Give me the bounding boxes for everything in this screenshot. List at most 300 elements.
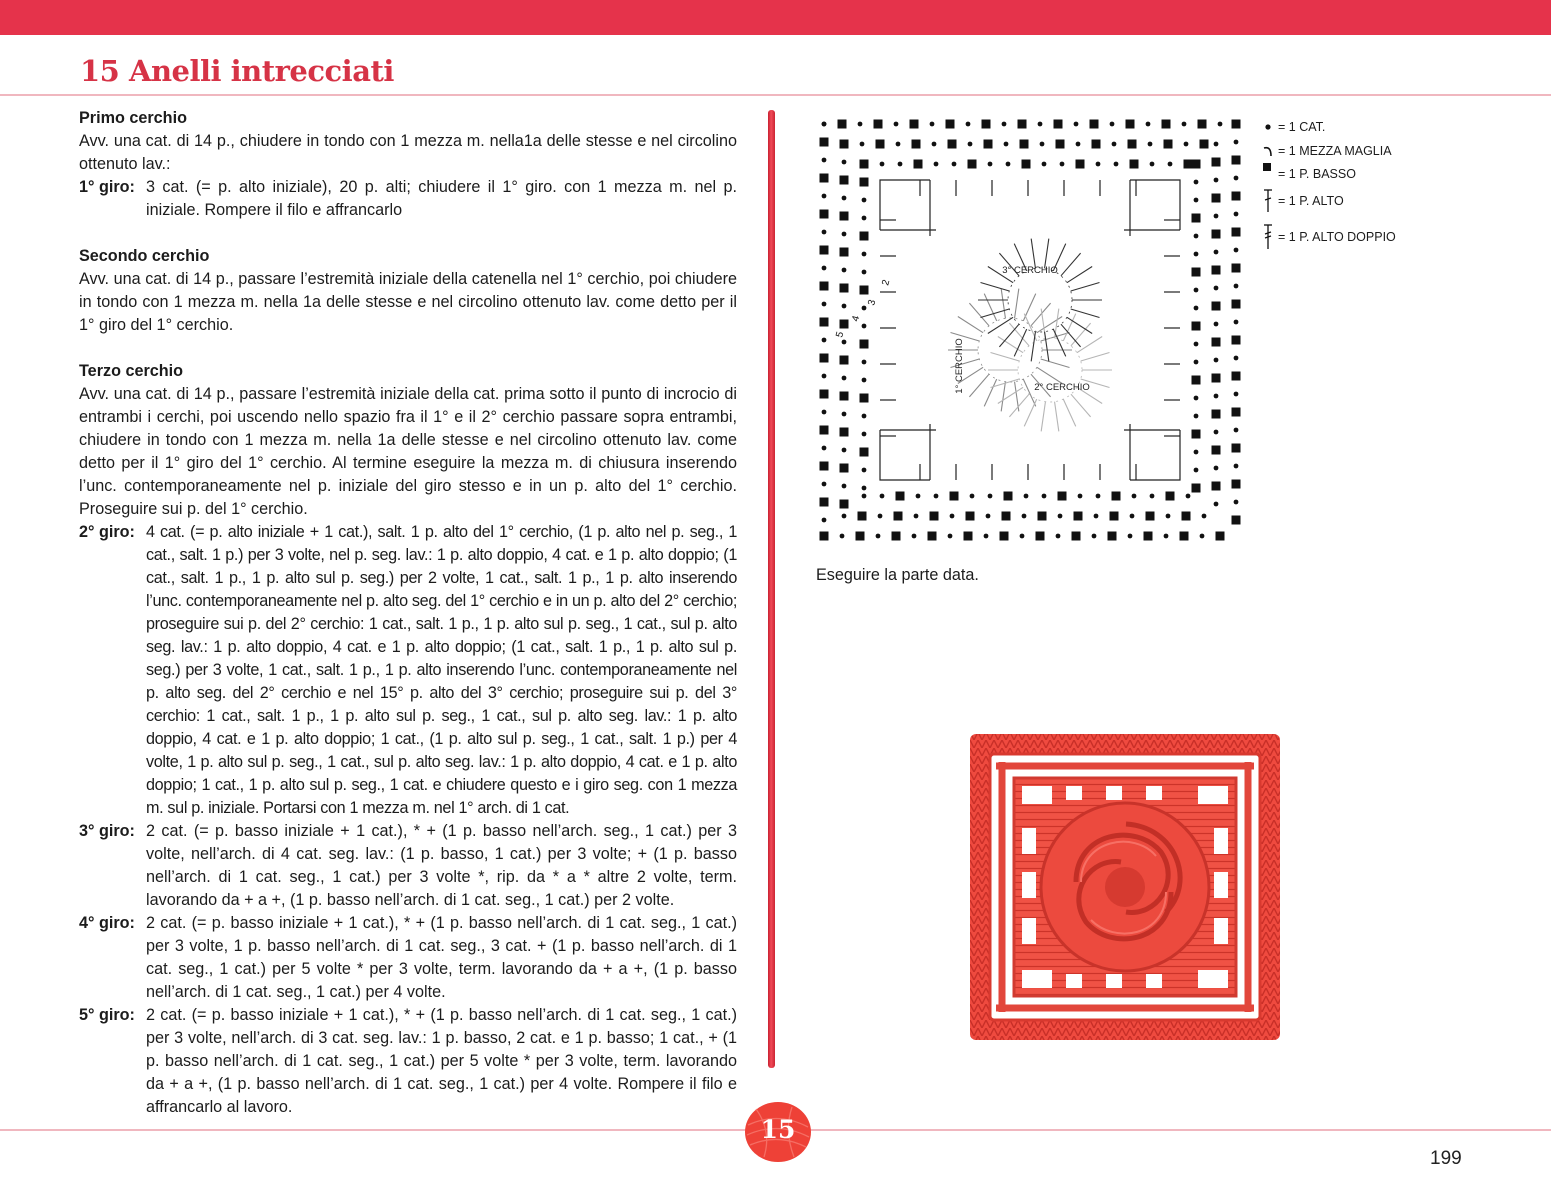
single-crochet-stitch: [1038, 512, 1047, 521]
single-crochet-stitch: [1232, 156, 1241, 165]
chain-stitch: [986, 514, 991, 519]
chain-stitch: [822, 194, 827, 199]
instruction-section: [79, 245, 737, 337]
chain-stitch: [862, 494, 867, 499]
page-title: 15 Anelli intrecciati: [80, 54, 394, 88]
chain-stitch: [1058, 514, 1063, 519]
round-number: 4: [850, 314, 863, 323]
legend-label: = 1 P. BASSO: [1278, 167, 1356, 181]
chain-stitch: [1200, 534, 1205, 539]
treble-crochet-icon: [1258, 226, 1278, 248]
single-crochet-stitch: [914, 160, 923, 169]
chain-stitch: [862, 252, 867, 257]
ring-first: [969, 303, 989, 326]
single-crochet-stitch: [840, 500, 849, 509]
chain-stitch: [1194, 414, 1199, 419]
ring-second: [1063, 314, 1075, 341]
single-crochet-stitch: [860, 178, 869, 187]
single-crochet-stitch: [966, 512, 975, 521]
single-crochet-stitch: [820, 390, 829, 399]
round-instruction: [79, 820, 737, 912]
chain-stitch: [1202, 514, 1207, 519]
chain-stitch: [1194, 288, 1199, 293]
chain-stitch: [862, 306, 867, 311]
chain-stitch: [842, 232, 847, 237]
single-crochet-stitch: [910, 120, 919, 129]
chain-stitch: [1214, 430, 1219, 435]
chain-stitch: [914, 514, 919, 519]
corner-bracket: [1130, 430, 1180, 480]
chain-stitch: [1214, 358, 1219, 363]
ring-first: [1031, 303, 1051, 326]
single-crochet-stitch: [1198, 120, 1207, 129]
chain-stitch: [930, 122, 935, 127]
chain-stitch: [1234, 320, 1239, 325]
single-crochet-stitch: [894, 512, 903, 521]
single-crochet-stitch: [1036, 532, 1045, 541]
single-crochet-stitch: [820, 462, 829, 471]
chain-stitch: [1194, 234, 1199, 239]
ring-third: [1053, 329, 1065, 356]
chain-stitch: [822, 410, 827, 415]
chain-stitch: [1096, 162, 1101, 167]
single-crochet-stitch: [982, 120, 991, 129]
single-crochet-stitch: [1004, 492, 1013, 501]
ring-third: [1045, 239, 1049, 269]
instruction-section: [79, 360, 737, 1119]
chain-stitch: [988, 494, 993, 499]
single-crochet-stitch: [1022, 160, 1031, 169]
single-crochet-stitch: [838, 120, 847, 129]
chain-stitch: [862, 324, 867, 329]
chain-stitch: [1076, 142, 1081, 147]
chain-stitch: [952, 162, 957, 167]
chain-stitch: [842, 196, 847, 201]
chain-stitch: [880, 162, 885, 167]
single-crochet-stitch: [1058, 492, 1067, 501]
chain-stitch: [916, 494, 921, 499]
single-crochet-stitch: [1192, 214, 1201, 223]
chain-stitch: [1038, 122, 1043, 127]
single-crochet-stitch: [1232, 444, 1241, 453]
chain-stitch: [876, 534, 881, 539]
ring-second: [1024, 399, 1036, 426]
chain-stitch: [842, 484, 847, 489]
chain-stitch: [898, 162, 903, 167]
chain-stitch: [1234, 464, 1239, 469]
ring-second: [1055, 402, 1059, 432]
section-intro: Avv. una cat. di 14 p., passare l’estremità iniziale della cat. prima sotto il punto di incrocio di entrambi i cerchi, poi uscendo nello spazio fra il 1° e il 2° cerchio passare sopra entrambi, chiudere in tondo con 1 mezza m. nella 1a delle stesse e nel circolino ottenuto lav. come detto per il 1° giro del 1° cerchio. Al termine eseguire la mezza m. di chiusura inserendo l’unc. contemporaneamente nel p. iniziale del giro stesso e in un p. alto del 1° cerchio. Proseguire sui p. del 1° cerchio.: [79, 385, 737, 518]
single-crochet-stitch: [1112, 492, 1121, 501]
chain-stitch: [1168, 162, 1173, 167]
chain-stitch: [1194, 360, 1199, 365]
chain-stitch: [842, 514, 847, 519]
ring-third: [1061, 253, 1081, 276]
single-crochet-stitch: [1146, 512, 1155, 521]
circle-label: 1° CERCHIO: [954, 338, 965, 394]
ring-first: [984, 294, 996, 321]
chain-stitch: [1234, 392, 1239, 397]
ring-first: [958, 316, 983, 332]
instruction-section: [79, 107, 737, 222]
round-label: 4° giro:: [79, 914, 135, 932]
chain-stitch: [1234, 284, 1239, 289]
chain-stitch: [822, 518, 827, 523]
chain-stitch: [858, 122, 863, 127]
chain-stitch: [1194, 468, 1199, 473]
slip-stitch-icon: [1258, 140, 1278, 162]
single-crochet-stitch: [1092, 140, 1101, 149]
round-label: 5° giro:: [79, 1006, 135, 1024]
chain-stitch: [1006, 162, 1011, 167]
chain-stitch: [842, 304, 847, 309]
ring-first: [1001, 382, 1005, 412]
ring-second: [1081, 353, 1110, 361]
chain-dot-icon: [1258, 116, 1278, 138]
chain-stitch: [862, 360, 867, 365]
single-crochet-square-icon: [1258, 163, 1278, 185]
chain-stitch: [988, 162, 993, 167]
chain-stitch: [912, 534, 917, 539]
single-crochet-stitch: [840, 356, 849, 365]
chain-stitch: [1194, 180, 1199, 185]
chain-stitch: [1164, 534, 1169, 539]
chain-stitch: [1194, 252, 1199, 257]
round-number: 5: [834, 330, 847, 339]
chain-stitch: [1214, 286, 1219, 291]
section-intro: Avv. una cat. di 14 p., chiudere in tondo con 1 mezza m. nella1a delle stesse e nel circolino ottenuto lav.:: [79, 132, 737, 173]
chain-stitch: [1074, 122, 1079, 127]
single-crochet-stitch: [840, 464, 849, 473]
single-crochet-stitch: [860, 448, 869, 457]
single-crochet-stitch: [860, 340, 869, 349]
single-crochet-stitch: [858, 512, 867, 521]
ring-second: [1077, 336, 1102, 352]
single-crochet-stitch: [1212, 230, 1221, 239]
chain-stitch: [1214, 142, 1219, 147]
single-crochet-stitch: [1192, 268, 1201, 277]
legend-item-double-crochet: [1258, 190, 1344, 212]
chain-stitch: [1130, 514, 1135, 519]
ring-third: [1061, 324, 1081, 347]
chain-stitch: [1234, 212, 1239, 217]
ring-second: [1009, 394, 1029, 417]
single-crochet-stitch: [1192, 160, 1201, 169]
chain-stitch: [1022, 514, 1027, 519]
legend-item-chain: [1258, 116, 1325, 138]
round-number: 3: [866, 298, 879, 307]
single-crochet-stitch: [860, 232, 869, 241]
chain-stitch: [1214, 394, 1219, 399]
chain-stitch: [932, 142, 937, 147]
chain-stitch: [1194, 450, 1199, 455]
header-band: [0, 0, 1551, 35]
chain-stitch: [970, 494, 975, 499]
chain-stitch: [878, 514, 883, 519]
legend-label: = 1 CAT.: [1278, 120, 1326, 134]
ring-third: [1067, 266, 1092, 282]
chain-stitch: [842, 376, 847, 381]
single-crochet-stitch: [1072, 532, 1081, 541]
single-crochet-stitch: [1002, 512, 1011, 521]
single-crochet-stitch: [1232, 264, 1241, 273]
corner-bracket: [1130, 180, 1180, 230]
single-crochet-stitch: [856, 532, 865, 541]
chain-stitch: [934, 494, 939, 499]
single-crochet-stitch: [820, 532, 829, 541]
double-crochet-icon: [1258, 190, 1278, 212]
ring-second: [998, 387, 1023, 403]
single-crochet-stitch: [1212, 410, 1221, 419]
chain-stitch: [1078, 494, 1083, 499]
single-crochet-stitch: [874, 120, 883, 129]
chain-stitch: [880, 494, 885, 499]
recipe-number-badge: 15: [760, 1115, 796, 1144]
chain-stitch: [1194, 396, 1199, 401]
single-crochet-stitch: [1192, 376, 1201, 385]
chain-stitch: [1040, 142, 1045, 147]
chain-stitch: [822, 374, 827, 379]
single-crochet-stitch: [984, 140, 993, 149]
single-crochet-stitch: [946, 120, 955, 129]
single-crochet-stitch: [1212, 266, 1221, 275]
chain-stitch: [842, 448, 847, 453]
chain-stitch: [1060, 162, 1065, 167]
single-crochet-stitch: [820, 354, 829, 363]
crochet-chart: [810, 110, 1250, 542]
legend-label: = 1 P. ALTO DOPPIO: [1278, 230, 1396, 244]
chain-stitch: [1194, 198, 1199, 203]
chain-stitch: [822, 482, 827, 487]
chain-stitch: [1092, 534, 1097, 539]
single-crochet-stitch: [820, 498, 829, 507]
chain-stitch: [1214, 502, 1219, 507]
single-crochet-stitch: [1090, 120, 1099, 129]
single-crochet-stitch: [820, 210, 829, 219]
single-crochet-stitch: [964, 532, 973, 541]
single-crochet-stitch: [1164, 140, 1173, 149]
single-crochet-stitch: [1216, 532, 1225, 541]
chain-stitch: [862, 414, 867, 419]
chain-stitch: [1112, 142, 1117, 147]
single-crochet-stitch: [1212, 446, 1221, 455]
chain-stitch: [822, 158, 827, 163]
legend-item-single-crochet: [1258, 163, 1356, 185]
chain-stitch: [934, 162, 939, 167]
single-crochet-stitch: [1192, 484, 1201, 493]
chain-stitch: [894, 122, 899, 127]
chain-stitch: [1110, 122, 1115, 127]
ring-third: [1071, 283, 1100, 291]
chain-stitch: [896, 142, 901, 147]
chain-stitch: [840, 534, 845, 539]
single-crochet-stitch: [1144, 532, 1153, 541]
chain-stitch: [862, 198, 867, 203]
page-number: 199: [1430, 1148, 1462, 1169]
ring-first: [1041, 359, 1070, 367]
chain-stitch: [822, 302, 827, 307]
single-crochet-stitch: [1232, 192, 1241, 201]
single-crochet-stitch: [1200, 140, 1209, 149]
chain-stitch: [1234, 248, 1239, 253]
chain-stitch: [842, 160, 847, 165]
legend-label: = 1 P. ALTO: [1278, 194, 1344, 208]
chain-stitch: [862, 486, 867, 491]
ring-first: [984, 379, 996, 406]
single-crochet-stitch: [840, 284, 849, 293]
single-crochet-stitch: [1232, 228, 1241, 237]
ring-third: [981, 283, 1010, 291]
crochet-square-photo: [966, 732, 1282, 1044]
single-crochet-stitch: [896, 492, 905, 501]
chain-stitch: [862, 468, 867, 473]
chain-stitch: [1234, 176, 1239, 181]
ring-third: [1031, 239, 1035, 269]
section-intro: Avv. una cat. di 14 p., passare l’estremità iniziale della catenella nel 1° cerchio, poi chiudere in tondo con 1 mezza m. nella 1a delle stesse e nel circolino ottenuto lav. come detto per il 1° giro del 1° cerchio.: [79, 270, 737, 334]
single-crochet-stitch: [1212, 158, 1221, 167]
chain-stitch: [1042, 162, 1047, 167]
chart-caption: Eseguire la parte data.: [816, 566, 979, 584]
single-crochet-stitch: [820, 246, 829, 255]
section-heading: Terzo cerchio: [79, 362, 184, 380]
chain-stitch: [968, 142, 973, 147]
single-crochet-stitch: [948, 140, 957, 149]
single-crochet-stitch: [1232, 480, 1241, 489]
chain-stitch: [1214, 466, 1219, 471]
single-crochet-stitch: [1184, 160, 1193, 169]
single-crochet-stitch: [1126, 120, 1135, 129]
chain-stitch: [1214, 178, 1219, 183]
single-crochet-stitch: [840, 140, 849, 149]
ring-third: [1031, 332, 1035, 362]
single-crochet-stitch: [1110, 512, 1119, 521]
single-crochet-stitch: [820, 138, 829, 147]
chain-stitch: [1096, 494, 1101, 499]
chain-stitch: [1214, 250, 1219, 255]
chain-stitch: [822, 446, 827, 451]
single-crochet-stitch: [1162, 120, 1171, 129]
circle-label: 2° CERCHIO: [1034, 382, 1090, 393]
chain-stitch: [1004, 142, 1009, 147]
round-text: 4 cat. (= p. alto iniziale + 1 cat.), salt. 1 p. alto del 1° cerchio, (1 p. alto nel p. seg., 1 cat., salt. 1 p.) per 3 volte, nel p. seg. lav.: 1 p. alto doppio, 4 cat. e 1 p. alto doppio; (1 cat., salt. 1 p., 1 p. alto sul p. seg.) per 2 volte, 1 cat., salt. 1 p., 1 p. alto inserendo l’unc. contemporaneamente nel p. alto seg. del 1° cerchio e in un p. alto del 2° cerchio; proseguire sui p. del 2° cerchio: 1 cat., salt. 1 p., 1 p. alto sul p. seg., 1 cat., sul p. alto seg. lav.: 1 p. alto doppio, 4 cat. e 1 p. alto doppio; (1 cat., salt. 1 p., 1 p. alto sul p. seg.) per 3 volte, 1 cat., salt. 1 p., 1 p. alto inserendo l’unc. contemporaneamente nel p. alto seg. del 2° cerchio e nel 15° p. alto del 3° cerchio; proseguire sui p. del 3° cerchio: 1 cat., salt. 1 p., 1 p. alto sul p. seg., 1 cat., sul p. alto seg. lav.: 1 p. alto doppio, 4 cat. e 1 p. alto doppio; 1 cat., (1 p. alto sul p. seg., 1 cat., salt. 1 p.) per 4 volte, 1 p. alto sul p. seg., 1 cat., sul p. alto seg. lav.: 1 p. alto doppio, 4 cat. e 1 p. alto doppio; 1 cat., 1 p. alto sul p. seg., 1 cat. e chiudere questo e i giro seg. con 1 mezza m. sul p. iniziale. Portarsi con 1 mezza m. nel 1° arch. di 1 cat.: [146, 523, 737, 817]
ring-third: [988, 317, 1013, 333]
single-crochet-stitch: [840, 392, 849, 401]
single-crochet-stitch: [1130, 160, 1139, 169]
single-crochet-stitch: [840, 212, 849, 221]
single-crochet-stitch: [1232, 120, 1241, 129]
round-label: 1° giro:: [79, 178, 135, 196]
single-crochet-stitch: [1232, 516, 1241, 525]
chain-stitch: [1214, 322, 1219, 327]
chain-stitch: [1182, 122, 1187, 127]
legend-label: = 1 MEZZA MAGLIA: [1278, 144, 1392, 158]
ring-first: [969, 374, 989, 397]
single-crochet-stitch: [1232, 372, 1241, 381]
single-crochet-stitch: [1074, 512, 1083, 521]
chain-stitch: [862, 216, 867, 221]
chain-stitch: [1218, 122, 1223, 127]
chain-stitch: [1132, 494, 1137, 499]
chain-stitch: [1166, 514, 1171, 519]
chain-stitch: [1234, 428, 1239, 433]
single-crochet-stitch: [1212, 194, 1221, 203]
single-crochet-stitch: [1018, 120, 1027, 129]
chain-stitch: [1094, 514, 1099, 519]
round-instruction: [79, 912, 737, 1004]
single-crochet-stitch: [1232, 300, 1241, 309]
chain-stitch: [948, 534, 953, 539]
ring-second: [1009, 323, 1029, 346]
single-crochet-stitch: [892, 532, 901, 541]
chain-stitch: [1002, 122, 1007, 127]
ring-second: [1063, 399, 1075, 426]
single-crochet-stitch: [1128, 140, 1137, 149]
chain-stitch: [860, 142, 865, 147]
corner-bracket: [880, 430, 930, 480]
chain-stitch: [1234, 500, 1239, 505]
single-crochet-stitch: [1020, 140, 1029, 149]
circle-label: 3° CERCHIO: [1002, 265, 1058, 276]
chain-stitch: [1194, 342, 1199, 347]
chain-stitch: [966, 122, 971, 127]
title-divider: [0, 94, 1551, 96]
single-crochet-stitch: [840, 428, 849, 437]
round-number: 2: [880, 278, 893, 287]
chain-stitch: [1114, 162, 1119, 167]
chain-stitch: [1150, 162, 1155, 167]
chain-stitch: [1214, 214, 1219, 219]
single-crochet-stitch: [860, 286, 869, 295]
round-text: 2 cat. (= p. basso iniziale + 1 cat.), * + (1 p. basso nell’arch. di 1 cat. seg., 1 cat.) per 3 volte, 1 p. basso nell’arch. di 1 cat. seg., 3 cat. + (1 p. basso nell’arch. di 1 cat. seg., 1 cat.) per 5 volte * per 3 volte, term. lavorando da + a +, (1 p. basso nell’arch. di 1 cat. seg., 1 cat.) per 4 volte.: [146, 914, 737, 1001]
chain-stitch: [862, 162, 867, 167]
single-crochet-stitch: [860, 394, 869, 403]
single-crochet-stitch: [876, 140, 885, 149]
single-crochet-stitch: [820, 282, 829, 291]
single-crochet-stitch: [1212, 302, 1221, 311]
ring-first: [1037, 316, 1062, 332]
single-crochet-stitch: [1000, 532, 1009, 541]
single-crochet-stitch: [840, 176, 849, 185]
chain-stitch: [1056, 534, 1061, 539]
chain-stitch: [822, 338, 827, 343]
single-crochet-stitch: [840, 320, 849, 329]
round-instruction: [79, 176, 737, 222]
single-crochet-stitch: [820, 318, 829, 327]
chain-stitch: [1146, 122, 1151, 127]
chain-stitch: [842, 268, 847, 273]
chain-stitch: [862, 270, 867, 275]
ring-second: [1041, 402, 1045, 432]
instructions-column: [79, 107, 737, 1142]
ring-third: [1014, 329, 1026, 356]
round-instruction: [79, 1004, 737, 1119]
chain-stitch: [950, 514, 955, 519]
round-label: 3° giro:: [79, 822, 135, 840]
single-crochet-stitch: [1056, 140, 1065, 149]
corner-bracket: [880, 180, 930, 230]
chain-stitch: [1128, 534, 1133, 539]
round-label: 2° giro:: [79, 523, 135, 541]
chain-stitch: [984, 534, 989, 539]
single-crochet-stitch: [1108, 532, 1117, 541]
chain-stitch: [1186, 494, 1191, 499]
chain-stitch: [822, 266, 827, 271]
yarn-strand-divider: [768, 110, 775, 1068]
ring-first: [1001, 289, 1005, 319]
chain-stitch: [862, 432, 867, 437]
chain-stitch: [822, 230, 827, 235]
chain-stitch: [822, 122, 827, 127]
